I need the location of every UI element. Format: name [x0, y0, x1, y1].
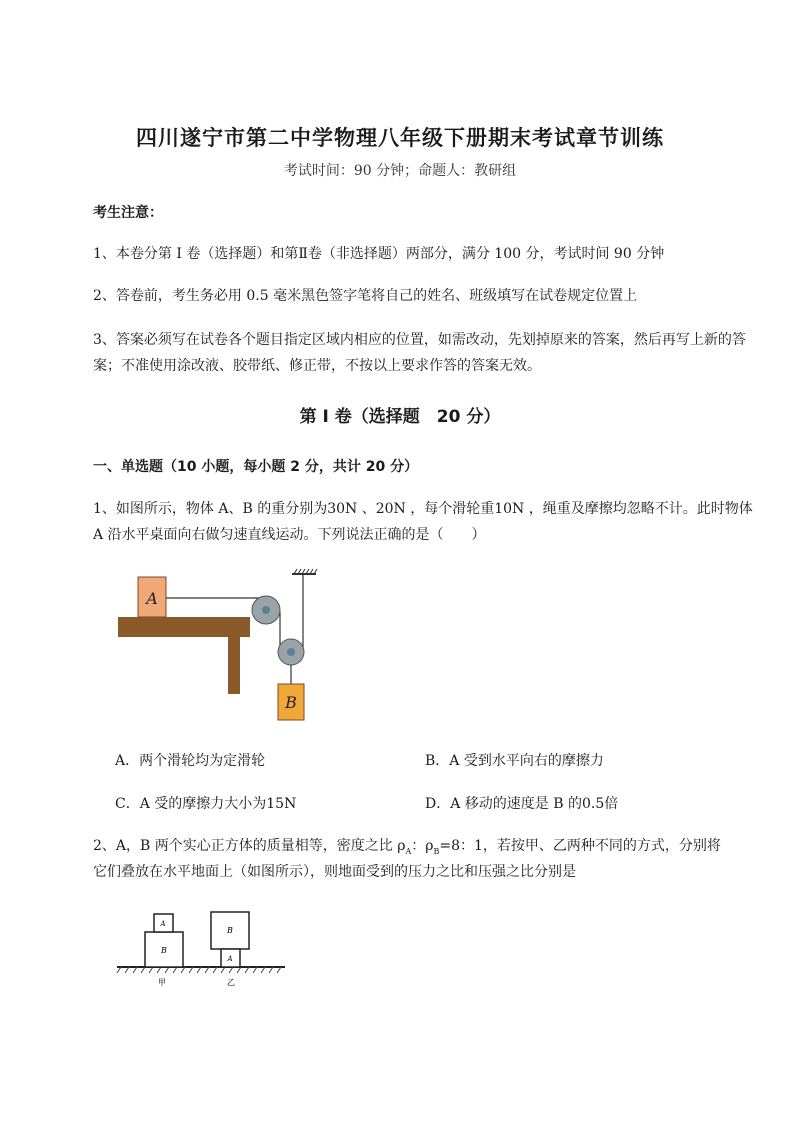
q1-option-b[interactable]: B．A 受到水平向右的摩擦力 [425, 753, 604, 769]
section-title: 第 I 卷（选择题 20 分） [299, 407, 501, 427]
notice-item-3: 3、答案必须写在试卷各个题目指定区域内相应的位置，如需改动，先划掉原来的答案，然后再写上新的答案；不准使用涂改液、胶带纸、修正带，不按以上要求作答的答案无效。 [93, 332, 746, 374]
table-leg [228, 632, 240, 694]
q1-option-a[interactable]: A．两个滑轮均为定滑轮 [115, 753, 266, 769]
notice-item-2: 2、答卷前，考生务必用 0.5 毫米黑色签字笔将自己的姓名、班级填写在试卷规定位置上 [93, 288, 638, 304]
subsection-title: 一、单选题（10 小题，每小题 2 分，共计 20 分） [93, 459, 419, 475]
label-yi: 乙 [227, 978, 235, 987]
question-2-line-1: 2、A，B 两个实心正方体的质量相等，密度之比 $\rho_A$：$\rho_B=8$：1，若按甲、乙两种不同的方式，分别将 [93, 838, 721, 856]
label-jia: 甲 [158, 978, 166, 987]
fixed-pulley-axle [262, 606, 270, 614]
yi-cube-a-label: A [227, 955, 233, 963]
exam-info: 考试时间：90 分钟；命题人：教研组 [283, 163, 517, 179]
block-a-label: A [146, 589, 158, 608]
page-title: 四川遂宁市第二中学物理八年级下册期末考试章节训练 [136, 126, 664, 150]
question-2-figure [115, 905, 290, 990]
q1-option-c[interactable]: C．A 受的摩擦力大小为15N [115, 796, 297, 812]
movable-pulley-axle [287, 648, 295, 656]
yi-cube-b-label: B [227, 926, 233, 935]
question-1-figure [110, 560, 340, 730]
question-1-text: 1、如图所示，物体 A、B 的重分别为30N 、20N ，每个滑轮重10N ，绳重及摩擦均忽略不计。此时物体 A 沿水平桌面向右做匀速直线运动。下列说法正确的是（ ） [93, 501, 753, 543]
jia-cube-a-label: A [160, 920, 166, 928]
notice-heading: 考生注意： [93, 205, 163, 221]
q1-option-d[interactable]: D．A 移动的速度是 B 的0.5倍 [425, 796, 619, 812]
jia-cube-b-label: B [161, 946, 167, 955]
block-b-label: B [285, 693, 297, 712]
notice-item-1: 1、本卷分第 I 卷（选择题）和第Ⅱ卷（非选择题）两部分，满分 100 分，考试时间 90 分钟 [93, 246, 665, 262]
question-2-line-2: 它们叠放在水平地面上（如图所示），则地面受到的压力之比和压强之比分别是 [93, 864, 576, 880]
